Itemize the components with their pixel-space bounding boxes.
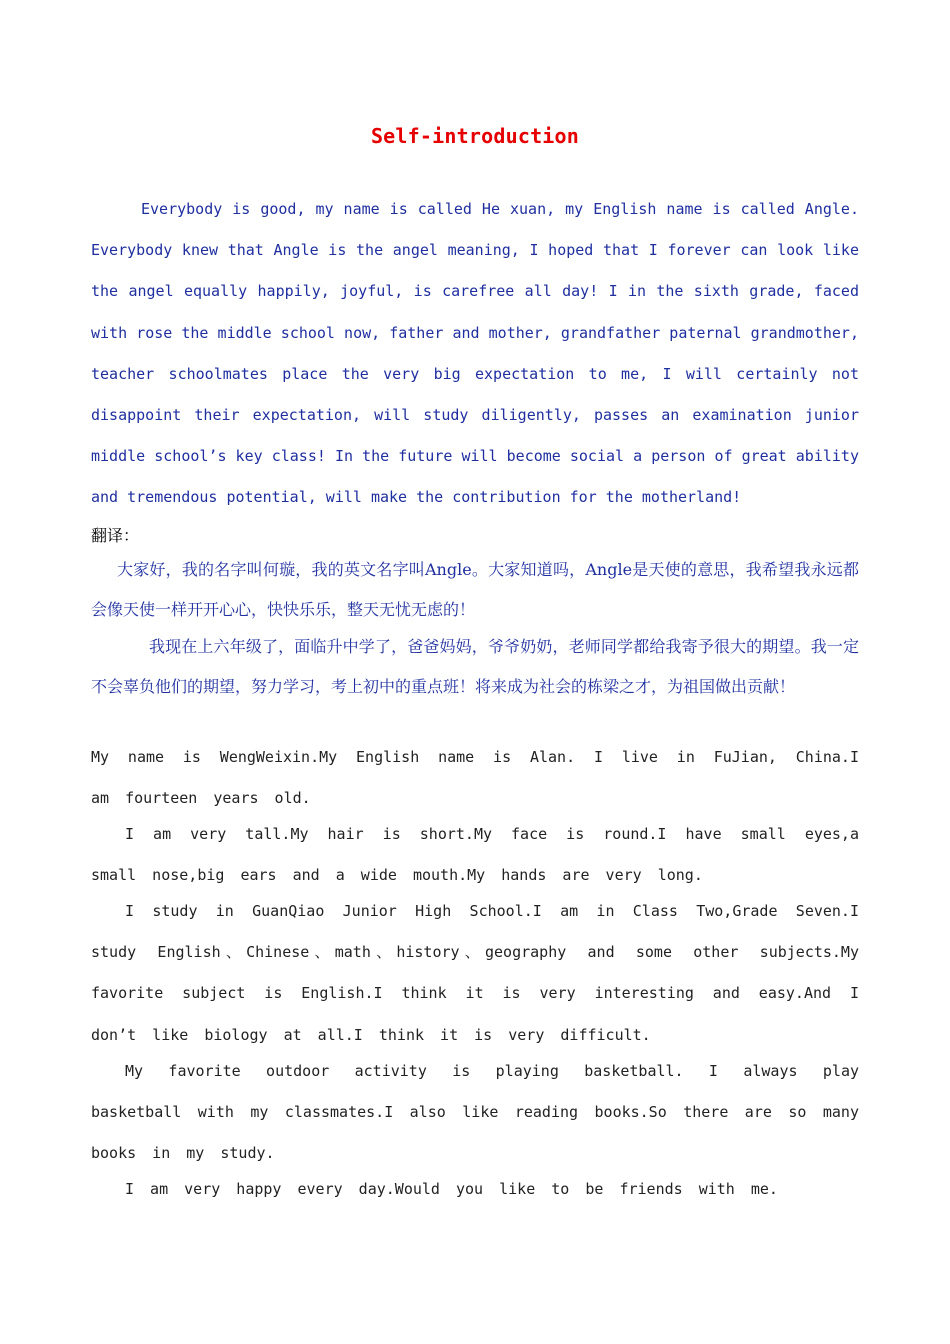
translation-paragraph-2: 我现在上六年级了，面临升中学了，爸爸妈妈，爷爷奶奶，老师同学都给我寄予很大的期望。我一定不会辜负他们的期望，努力学习，考上初中的重点班！将来成为社会的栋梁之才，为祖国做出贡献！ [91, 637, 859, 696]
translation-paragraph-1: 大家好，我的名字叫何璇，我的英文名字叫Angle。大家知道吗，Angle是天使的意思，我希望我永远都会像天使一样开开心心，快快乐乐，整天无忧无虑的！ [91, 560, 859, 619]
essay-paragraph-4: My favorite outdoor activity is playing basketball. I always play basketball with my classmates.I also like reading books.So there are so many books in my study. [91, 1062, 859, 1163]
essay-paragraph-5: I am very happy every day.Would you like to be friends with me. [125, 1180, 778, 1198]
english-intro-paragraph: Everybody is good, my name is called He xuan, my English name is called Angle. Everybody knew that Angle is the angel meaning, I hoped that I forever can look like the angel equally happily, joyful, is carefree all day! I in the sixth grade, faced with rose the middle school now, father and mother, grandfather paternal grandmother, teacher schoolmates place the very big expectation to me, I will certainly not disappoint their expectation, will study diligently, passes an examination junior middle school’s key class! In the future will become social a person of great ability and tremendous potential, will make the contribution for the motherland! [91, 200, 859, 507]
essay-paragraph-2: I am very tall.My hair is short.My face is round.I have small eyes,a small nose,big ears and a wide mouth.My hands are very long. [91, 825, 859, 885]
document-title: Self-introduction [370, 124, 580, 148]
translation-label: 翻译： [91, 526, 140, 545]
essay-paragraph-1: My name is WengWeixin.My English name is Alan. I live in FuJian, China.I am fourteen years old. [91, 748, 859, 808]
essay-paragraph-3: I study in GuanQiao Junior High School.I am in Class Two,Grade Seven.I study English、Chinese、math、history、geography and some other subjects.My favorite subject is English.I think it is very interesting and easy.And I don’t like biology at all.I think it is very difficult. [91, 902, 859, 1044]
